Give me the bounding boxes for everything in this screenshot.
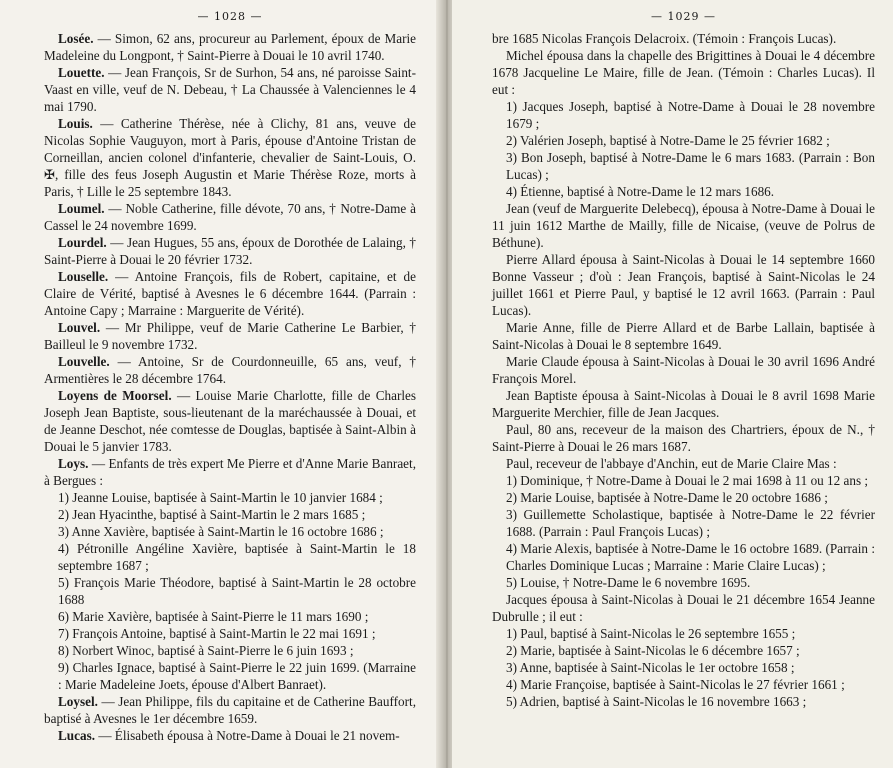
entry-lucas: Lucas. — Élisabeth épousa à Notre-Dame à Douai le 21 novem- [58, 728, 400, 743]
entry-continuation: bre 1685 Nicolas François Delacroix. (Témoin : François Lucas). [492, 31, 837, 46]
list-item: 5) François Marie Théodore, baptisé à Saint-Martin le 28 octobre 1688 [58, 575, 416, 607]
list-item: 2) Valérien Joseph, baptisé à Notre-Dame le 25 février 1682 ; [506, 133, 830, 148]
list-item: 3) Bon Joseph, baptisé à Notre-Dame le 6 mars 1683. (Parrain : Bon Lucas) ; [506, 150, 875, 182]
list-item: 9) Charles Ignace, baptisé à Saint-Pierre le 22 juin 1699. (Marraine : Marie Madeleine Joets, épouse d'Albert Banraet). [58, 660, 416, 692]
list-item: 4) Marie Françoise, baptisée à Saint-Nicolas le 27 février 1661 ; [506, 677, 845, 692]
list-item: 3) Guillemette Scholastique, baptisée à Notre-Dame le 22 février 1688. (Parrain : Paul François Lucas) ; [506, 507, 875, 539]
entry-loys: Loys. — Enfants de très expert Me Pierre et d'Anne Marie Banraet, à Bergues : [44, 456, 416, 488]
list-item: 2) Marie Louise, baptisée à Notre-Dame le 20 octobre 1686 ; [506, 490, 828, 505]
entry-jean-baptiste: Jean Baptiste épousa à Saint-Nicolas à Douai le 8 avril 1698 Marie Marguerite Merchier, fille de Jean Jacques. [492, 388, 875, 420]
list-item: 2) Jean Hyacinthe, baptisé à Saint-Martin le 2 mars 1685 ; [58, 507, 366, 522]
list-item: 2) Marie, baptisée à Saint-Nicolas le 6 décembre 1657 ; [506, 643, 800, 658]
left-page [0, 0, 440, 768]
right-page [452, 0, 893, 768]
list-item: 5) Adrien, baptisé à Saint-Nicolas le 16 novembre 1663 ; [506, 694, 807, 709]
list-item: 1) Dominique, † Notre-Dame à Douai le 2 mai 1698 à 11 ou 12 ans ; [506, 473, 869, 488]
list-item: 3) Anne Xavière, baptisée à Saint-Martin le 16 octobre 1686 ; [58, 524, 384, 539]
list-item: 7) François Antoine, baptisé à Saint-Martin le 22 mai 1691 ; [58, 626, 376, 641]
entry-jacques: Jacques épousa à Saint-Nicolas à Douai le 21 décembre 1654 Jeanne Dubrulle ; il eut : [492, 592, 875, 624]
list-item: 4) Étienne, baptisé à Notre-Dame le 12 mars 1686. [506, 184, 775, 199]
list-item: 8) Norbert Winoc, baptisé à Saint-Pierre le 6 juin 1693 ; [58, 643, 354, 658]
entry-marie-claude: Marie Claude épousa à Saint-Nicolas à Douai le 30 avril 1696 André François Morel. [492, 354, 875, 386]
entry-louis: Louis. — Catherine Thérèse, née à Clichy, 81 ans, veuve de Nicolas Sophie Vauguyon, mort à Paris, épouse d'Antoine Tristan de Corneillan, ancien colonel d'infanterie, chevalier de Saint-Louis, O. ✠, fille des feus Joseph Augustin et Marie Thérèse Roze, morts à Paris, † Lille le 25 septembre 1843. [44, 116, 416, 199]
entry-michel: Michel épousa dans la chapelle des Brigittines à Douai le 4 décembre 1678 Jacqueline Le Maire, fille de Jean. (Témoin : Charles Lucas). Il eut : [492, 48, 875, 97]
entry-pierre-allard: Pierre Allard épousa à Saint-Nicolas à Douai le 14 septembre 1660 Bonne Vasseur ; d'où : Jean François, baptisé à Saint-Nicolas le 24 juillet 1661 et Pierre Paul, y baptisé le 12 avril 1663. (Parrain : Paul Lucas). [492, 252, 875, 318]
entry-loumel: Loumel. — Noble Catherine, fille dévote, 70 ans, † Notre-Dame à Cassel le 24 novembre 1699. [44, 201, 416, 233]
list-item: 5) Louise, † Notre-Dame le 6 novembre 1695. [506, 575, 751, 590]
list-item: 6) Marie Xavière, baptisée à Saint-Pierre le 11 mars 1690 ; [58, 609, 369, 624]
entry-louvelle: Louvelle. — Antoine, Sr de Courdonneuille, 65 ans, veuf, † Armentières le 28 décembre 1764. [44, 354, 416, 386]
list-item: 3) Anne, baptisée à Saint-Nicolas le 1er octobre 1658 ; [506, 660, 795, 675]
entry-louette: Louette. — Jean François, Sr de Surhon, 54 ans, né paroisse Saint-Vaast en ville, veuf de N. Debeau, † La Chaussée à Valenciennes le 4 mai 1790. [44, 65, 416, 114]
entry-loyens: Loyens de Moorsel. — Louise Marie Charlotte, fille de Charles Joseph Jean Baptiste, sous-lieutenant de la maréchaussée à Douai, et de Jeanne Deschot, née comtesse de Douglas, baptisée à Saint-Albin à Douai le 5 janvier 1783. [44, 388, 417, 454]
list-item: 4) Pétronille Angéline Xavière, baptisée à Saint-Martin le 18 septembre 1687 ; [58, 541, 416, 573]
entry-louvel: Louvel. — Mr Philippe, veuf de Marie Catherine Le Barbier, † Bailleul le 9 novembre 1732. [44, 320, 416, 352]
entry-louselle: Louselle. — Antoine François, fils de Robert, capitaine, et de Claire de Vérité, baptisé à Avesnes le 6 décembre 1644. (Parrain : Antoine Capy ; Marraine : Marguerite de Vérité). [44, 269, 416, 318]
list-item: 1) Jacques Joseph, baptisé à Notre-Dame à Douai le 28 novembre 1679 ; [506, 99, 875, 131]
entry-losee: Losée. — Simon, 62 ans, procureur au Parlement, époux de Marie Madeleine du Longpont, † Saint-Pierre à Douai le 10 avril 1740. [44, 31, 416, 63]
entry-jean: Jean (veuf de Marguerite Delebecq), épousa à Notre-Dame à Douai le 11 juin 1612 Marthe de Mailly, fille de Nicaise, (veuve de Polrus de Béthune). [492, 201, 875, 250]
entry-lourdel: Lourdel. — Jean Hugues, 55 ans, époux de Dorothée de Lalaing, † Saint-Pierre à Douai le 20 février 1732. [44, 235, 416, 267]
entry-marie-anne: Marie Anne, fille de Pierre Allard et de Barbe Lallain, baptisée à Saint-Nicolas à Douai le 8 septembre 1649. [492, 320, 875, 352]
page-number: — 1029 — [651, 10, 716, 23]
page-number: — 1028 — [197, 10, 263, 23]
entry-paul-anchin: Paul, receveur de l'abbaye d'Anchin, eut de Marie Claire Mas : [506, 456, 837, 471]
list-item: 1) Paul, baptisé à Saint-Nicolas le 26 septembre 1655 ; [506, 626, 796, 641]
list-item: 1) Jeanne Louise, baptisée à Saint-Martin le 10 janvier 1684 ; [58, 490, 383, 505]
list-item: 4) Marie Alexis, baptisée à Notre-Dame le 16 octobre 1689. (Parrain : Charles Dominique Lucas ; Marraine : Marie Claire Lucas) ; [506, 541, 875, 573]
entry-loysel: Loysel. — Jean Philippe, fils du capitaine et de Catherine Bauffort, baptisé à Avesnes le 1er décembre 1659. [44, 694, 416, 726]
entry-paul-receveur: Paul, 80 ans, receveur de la maison des Chartriers, époux de N., † Saint-Pierre à Douai le 26 mars 1687. [492, 422, 875, 454]
